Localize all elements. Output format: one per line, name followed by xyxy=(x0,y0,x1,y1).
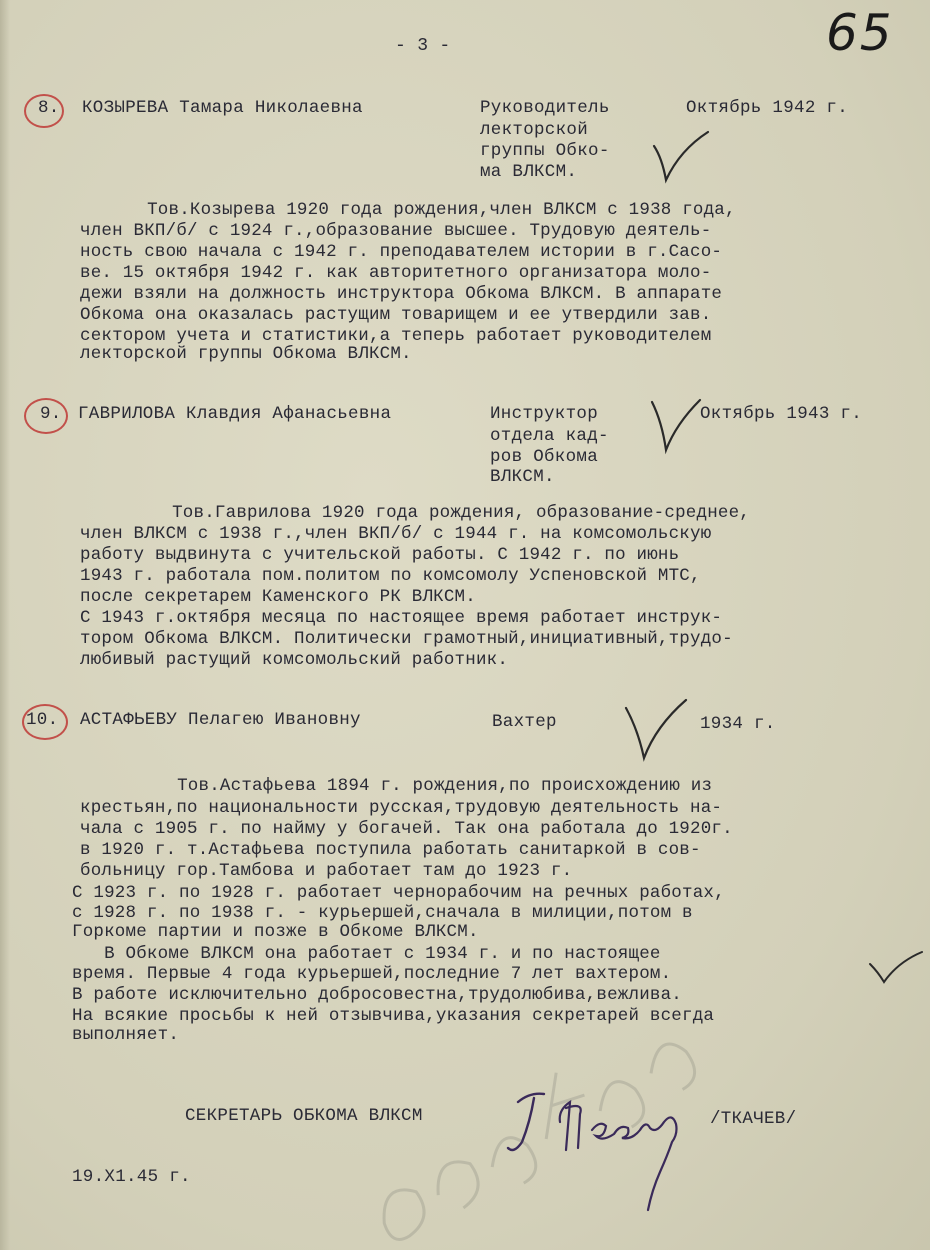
text-line: С 1923 г. по 1928 г. работает чернорабочим на речных работах, xyxy=(72,883,725,903)
text-line: Тов.Астафьева 1894 г. рождения,по происхождению из xyxy=(145,776,713,796)
text-line: член ВЛКСМ с 1938 г.,член ВКП/б/ с 1944 г. на комсомольскую xyxy=(80,524,712,544)
text-line: крестьян,по национальности русская,трудовую деятельность на- xyxy=(80,798,723,818)
paper-edge xyxy=(0,0,10,1250)
text-line: ность свою начала с 1942 г. преподавателем истории в г.Сасо- xyxy=(80,242,723,262)
text-line: с 1928 г. по 1938 г. - курьершей,сначала в милиции,потом в xyxy=(72,903,693,923)
entry-name: АСТАФЬЕВУ Пелагею Ивановну xyxy=(80,710,361,730)
text-line: время. Первые 4 года курьершей,последние 7 лет вахтером. xyxy=(72,964,672,984)
entry-name: ГАВРИЛОВА Клавдия Афанасьевна xyxy=(78,404,392,424)
entry-position-line: ров Обкома xyxy=(490,447,599,467)
checkmark-icon xyxy=(866,948,926,988)
text-line: 1943 г. работала пом.политом по комсомолу Успеновской МТС, xyxy=(80,566,701,586)
text-line: Тов.Гаврилова 1920 года рождения, образование-среднее, xyxy=(140,503,750,523)
entry-number: 8. xyxy=(38,98,60,118)
text-line: сектором учета и статистики,а теперь работает руководителем xyxy=(80,326,712,346)
entry-position-line: ма ВЛКСМ. xyxy=(480,162,578,182)
text-line: С 1943 г.октября месяца по настоящее время работает инструк- xyxy=(80,608,723,628)
text-line: выполняет. xyxy=(72,1025,180,1045)
entry-position-line: ВЛКСМ. xyxy=(490,467,555,487)
text-line: дежи взяли на должность инструктора Обкома ВЛКСМ. В аппарате xyxy=(80,284,723,304)
signature-name: /ТКАЧЕВ/ xyxy=(710,1109,797,1129)
entry-date: 1934 г. xyxy=(700,714,776,734)
text-line: Горкоме партии и позже в Обкоме ВЛКСМ. xyxy=(72,922,479,942)
text-line: чала с 1905 г. по найму у богачей. Так она работала до 1920г. xyxy=(80,819,733,839)
text-line: лекторской группы Обкома ВЛКСМ. xyxy=(80,344,412,364)
text-line: больницу гор.Тамбова и работает там до 1923 г. xyxy=(80,861,573,881)
text-line: На всякие просьбы к ней отзывчива,указания секретарей всегда xyxy=(72,1006,715,1026)
entry-date: Октябрь 1943 г. xyxy=(700,404,863,424)
entry-position-line: Вахтер xyxy=(492,712,557,732)
text-line: после секретарем Каменского РК ВЛКСМ. xyxy=(80,587,476,607)
page-number: - 3 - xyxy=(395,36,451,56)
entry-position-line: Руководитель xyxy=(480,98,610,118)
entry-position-line: отдела кад- xyxy=(490,426,609,446)
text-line: любивый растущий комсомольский работник. xyxy=(80,650,509,670)
entry-position-line: группы Обко- xyxy=(480,141,610,161)
entry-name: КОЗЫРЕВА Тамара Николаевна xyxy=(82,98,363,118)
signature-title: СЕКРЕТАРЬ ОБКОМА ВЛКСМ xyxy=(185,1106,423,1126)
text-line: тором Обкома ВЛКСМ. Политически грамотный,инициативный,трудо- xyxy=(80,629,733,649)
archive-watermark xyxy=(330,1000,750,1240)
text-line: Тов.Козырева 1920 года рождения,член ВЛКСМ с 1938 года, xyxy=(115,200,736,220)
checkmark-icon xyxy=(650,128,710,188)
entry-number: 10. xyxy=(26,710,59,730)
text-line: В работе исключительно добросовестна,трудолюбива,вежлива. xyxy=(72,985,682,1005)
entry-position-line: Инструктор xyxy=(490,404,599,424)
document-date: 19.Х1.45 г. xyxy=(72,1167,191,1187)
checkmark-icon xyxy=(648,396,708,456)
text-line: в 1920 г. т.Астафьева поступила работать санитаркой в сов- xyxy=(80,840,701,860)
text-line: ве. 15 октября 1942 г. как авторитетного организатора моло- xyxy=(80,263,712,283)
archive-page-number: 65 xyxy=(826,4,894,62)
entry-position-line: лекторской xyxy=(480,120,589,140)
text-line: В Обкоме ВЛКСМ она работает с 1934 г. и по настоящее xyxy=(72,944,661,964)
entry-date: Октябрь 1942 г. xyxy=(686,98,849,118)
text-line: работу выдвинута с учительской работы. С 1942 г. по июнь xyxy=(80,545,680,565)
entry-number: 9. xyxy=(40,404,62,424)
text-line: член ВКП/б/ с 1924 г.,образование высшее. Трудовую деятель- xyxy=(80,221,712,241)
text-line: Обкома она оказалась растущим товарищем и ее утвердили зав. xyxy=(80,305,712,325)
checkmark-icon xyxy=(622,696,692,762)
